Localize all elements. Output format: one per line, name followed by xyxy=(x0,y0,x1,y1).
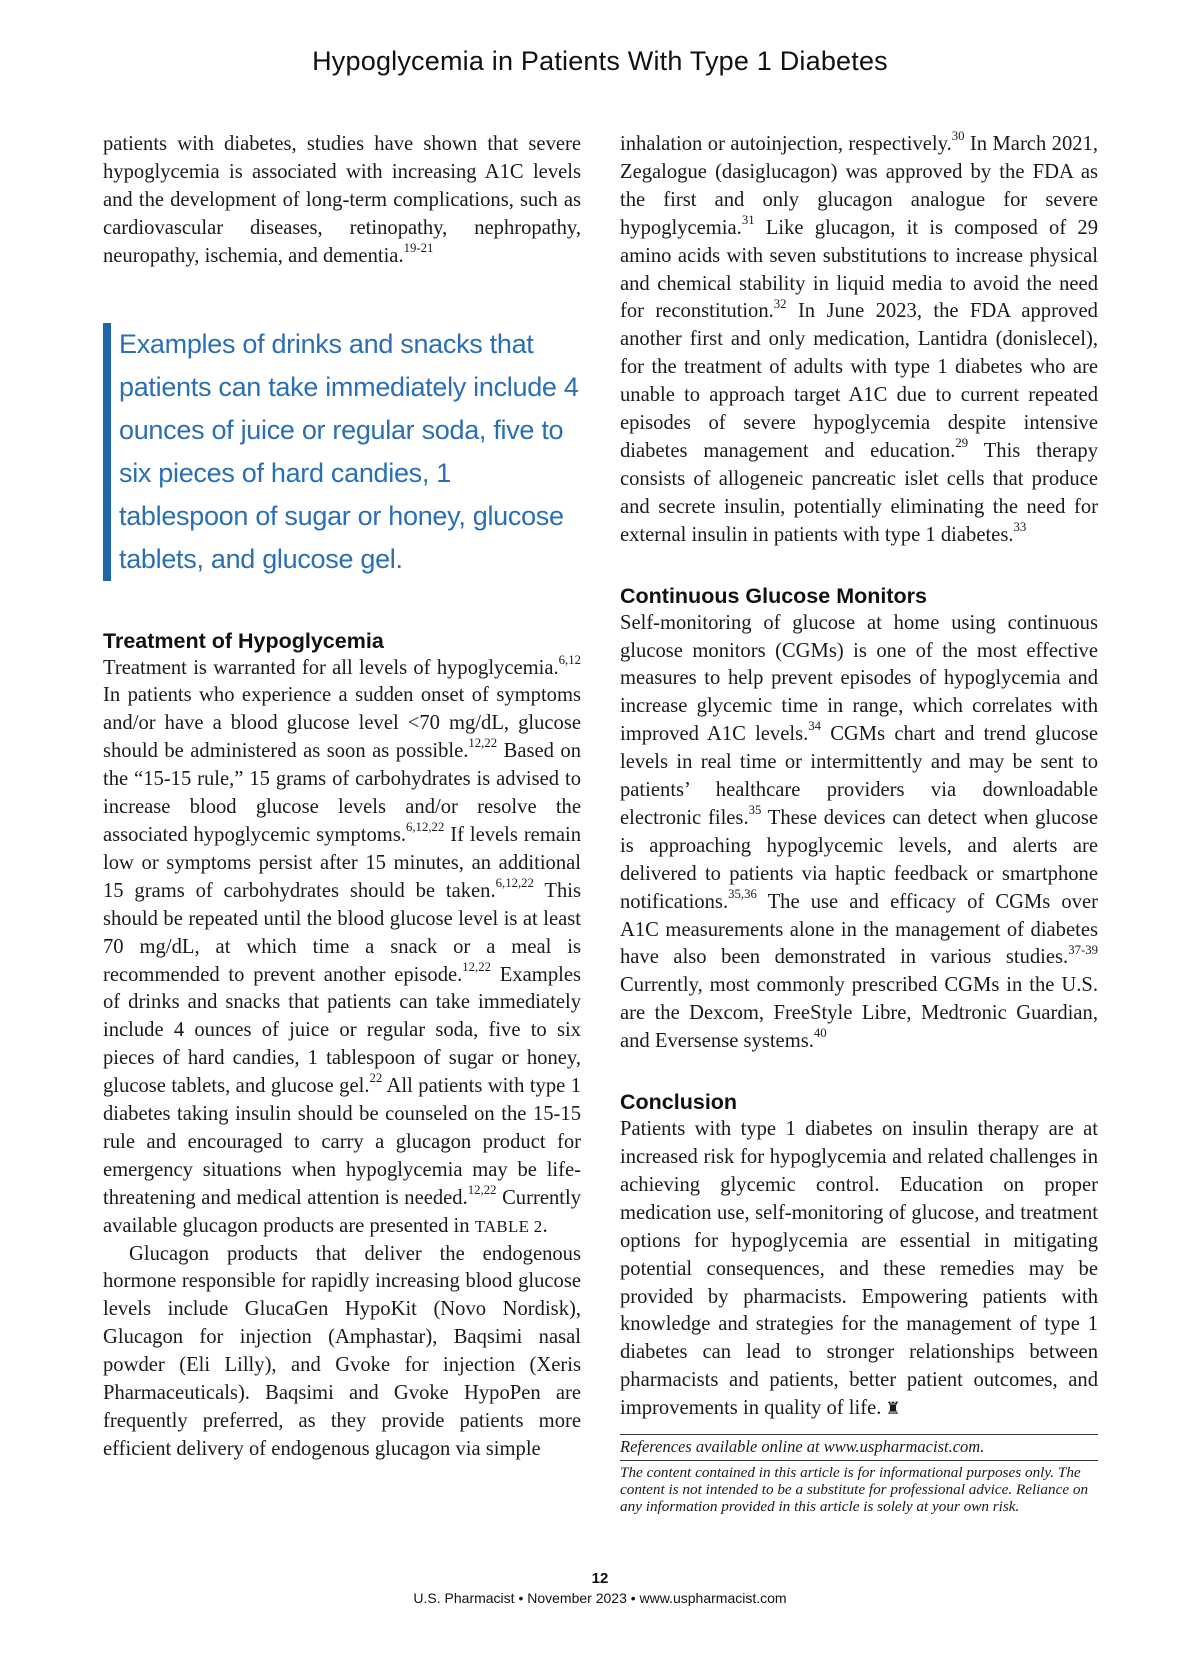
end-of-article-icon: ♜ xyxy=(885,1399,901,1420)
continuation-paragraph: inhalation or autoinjection, respectively.$^{30}$ In March 2021, Zegalogue (dasiglucagon) was approved by the FDA as the first and only glucagon analogue for severe hypoglycemia.$^{31}$ Like glucagon, it is composed of 29 amino acids with seven substitutions to increase physical and chemical stability in liquid media to avoid the need for reconstitution.$^{32}$ In June 2023, the FDA approved another first and only medication, Lantidra (donislecel), for the treatment of adults with type 1 diabetes who are unable to approach target A1C due to current repeated episodes of severe hypoglycemia despite intensive diabetes management and education.$^{29}$ This therapy consists of allogeneic pancreatic islet cells that produce and secrete insulin, potentially eliminating the need for external insulin in patients with type 1 diabetes.$^{33}$ xyxy=(620,129,1098,546)
citation: 29 xyxy=(955,436,969,451)
citation: 19-21 xyxy=(403,240,434,255)
table-reference: TABLE 2 xyxy=(474,1216,543,1236)
left-column xyxy=(103,131,581,1464)
section-heading-treatment: Treatment of Hypoglycemia xyxy=(103,628,384,653)
citation: 32 xyxy=(773,296,787,311)
citation: 12,22 xyxy=(467,1182,497,1197)
disclaimer: The content contained in this article is for informational purposes only. The content is not intended to be a substitute for professional advice. Reliance on any information provided in this article is solely at your own risk. xyxy=(620,1464,1089,1515)
citation: 12,22 xyxy=(468,736,498,751)
section-heading-conclusion: Conclusion xyxy=(620,1090,738,1115)
publication-footer: U.S. Pharmacist • November 2023 • www.uspharmacist.com xyxy=(413,1590,787,1606)
right-column xyxy=(620,131,1098,1515)
glucagon-paragraph: Glucagon products that deliver the endogenous hormone responsible for rapidly increasing blood glucose levels include GlucaGen HypoKit (Novo Nordisk), Glucagon for injection (Amphastar), Baqsimi nasal powder (Eli Lilly), and Gvoke for injection (Xeris Pharmaceuticals). Baqsimi and Gvoke HypoPen are frequently preferred, as they provide patients more efficient delivery of endogenous glucagon via simple xyxy=(103,1242,581,1460)
citation: 35,36 xyxy=(728,886,757,901)
citation: 33 xyxy=(1013,519,1027,534)
cgm-paragraph: Self-monitoring of glucose at home using continuous glucose monitors (CGMs) is one of the most effective measures to help prevent episodes of hypoglycemia and increase glycemic time in range, which correlates with improved A1C levels.$^{34}$ CGMs chart and trend glucose levels in real time or intermittently and may be sent to patients’ healthcare providers via downloadable electronic files.$^{35}$ These devices can detect when glucose is approaching hypoglycemic levels, and alerts are delivered to patients via haptic feedback or smartphone notifications.$^{35,36}$ The use and efficacy of CGMs over A1C measurements alone in the management of diabetes have also been demonstrated in various studies.$^{37-39}$ Currently, most commonly prescribed CGMs in the U.S. are the Dexcom, FreeStyle Libre, Medtronic Guardian, and Eversense systems.$^{40}$ xyxy=(620,611,1098,1053)
citation: 6,12 xyxy=(558,652,581,667)
treatment-paragraph: Treatment is warranted for all levels of hypoglycemia.$^{6,12}$ In patients who experience a sudden onset of symptoms and/or have a blood glucose level <70 mg/dL, glucose should be administered as soon as possible.$^{12,22}$ Based on the “15-15 rule,” 15 grams of carbohydrates is advised to increase blood glucose levels and/or resolve the associated hypoglycemic symptoms.$^{6,12,22}$ If levels remain low or symptoms persist after 15 minutes, an additional 15 grams of carbohydrates should be taken.$^{6,12,22}$ This should be repeated until the blood glucose level is at least 70 mg/dL, at which time a snack or a meal is recommended to prevent another episode.$^{12,22}$ Examples of drinks and snacks that patients can take immediately include 4 ounces of juice or regular soda, five to six pieces of hard candies, 1 tablespoon of sugar or honey, glucose tablets, and glucose gel.$^{22}$ All patients with type 1 diabetes taking insulin should be counseled on the 15-15 rule and encouraged to carry a glucagon product for emergency situations when hypoglycemia may be life-threatening and medical attention is needed.$^{12,22}$ Currently available glucagon products are presented in TABLE 2. xyxy=(103,652,582,1237)
citation: 31 xyxy=(741,212,755,227)
citation: 37-39 xyxy=(1068,942,1098,957)
citation: 6,12,22 xyxy=(405,820,445,835)
page-number: 12 xyxy=(591,1570,609,1587)
intro-paragraph: patients with diabetes, studies have shown that severe hypoglycemia is associated with increasing A1C levels and the development of long-term complications, such as cardiovascular diseases, retinopathy, nephropathy, neuropathy, ischemia, and dementia.$^{19-21}$ xyxy=(103,133,581,267)
running-header: Hypoglycemia in Patients With Type 1 Diabetes xyxy=(312,46,888,76)
citation: 22 xyxy=(369,1071,383,1086)
citation: 6,12,22 xyxy=(495,876,534,891)
citation: 40 xyxy=(813,1026,827,1041)
conclusion-paragraph: Patients with type 1 diabetes on insulin therapy are at increased risk for hypoglycemia and related challenges in achieving glycemic control. Education on proper medication use, self-monitoring of glucose, and treatment options for hypoglycemia are essential in mitigating potential consequences, and these remedies may be provided by pharmacists. Empowering patients with knowledge and strategies for the management of type 1 diabetes can lead to stronger relationships between pharmacists and patients, better patient outcomes, and improvements in quality of life. ♜ xyxy=(620,1116,1098,1424)
citation: 12,22 xyxy=(462,959,492,974)
citation: 34 xyxy=(808,719,822,734)
references-note: References available online at www.uspharmacist.com. xyxy=(620,1434,1098,1461)
citation: 35 xyxy=(748,803,762,818)
pull-quote: Examples of drinks and snacks that patients can take immediately include 4 ounces of juice or regular soda, five to six pieces of hard candies, 1 tablespoon of sugar or honey, glucose tablets, and glucose gel. xyxy=(103,323,581,581)
citation: 30 xyxy=(951,129,965,144)
section-heading-cgm: Continuous Glucose Monitors xyxy=(620,583,927,608)
